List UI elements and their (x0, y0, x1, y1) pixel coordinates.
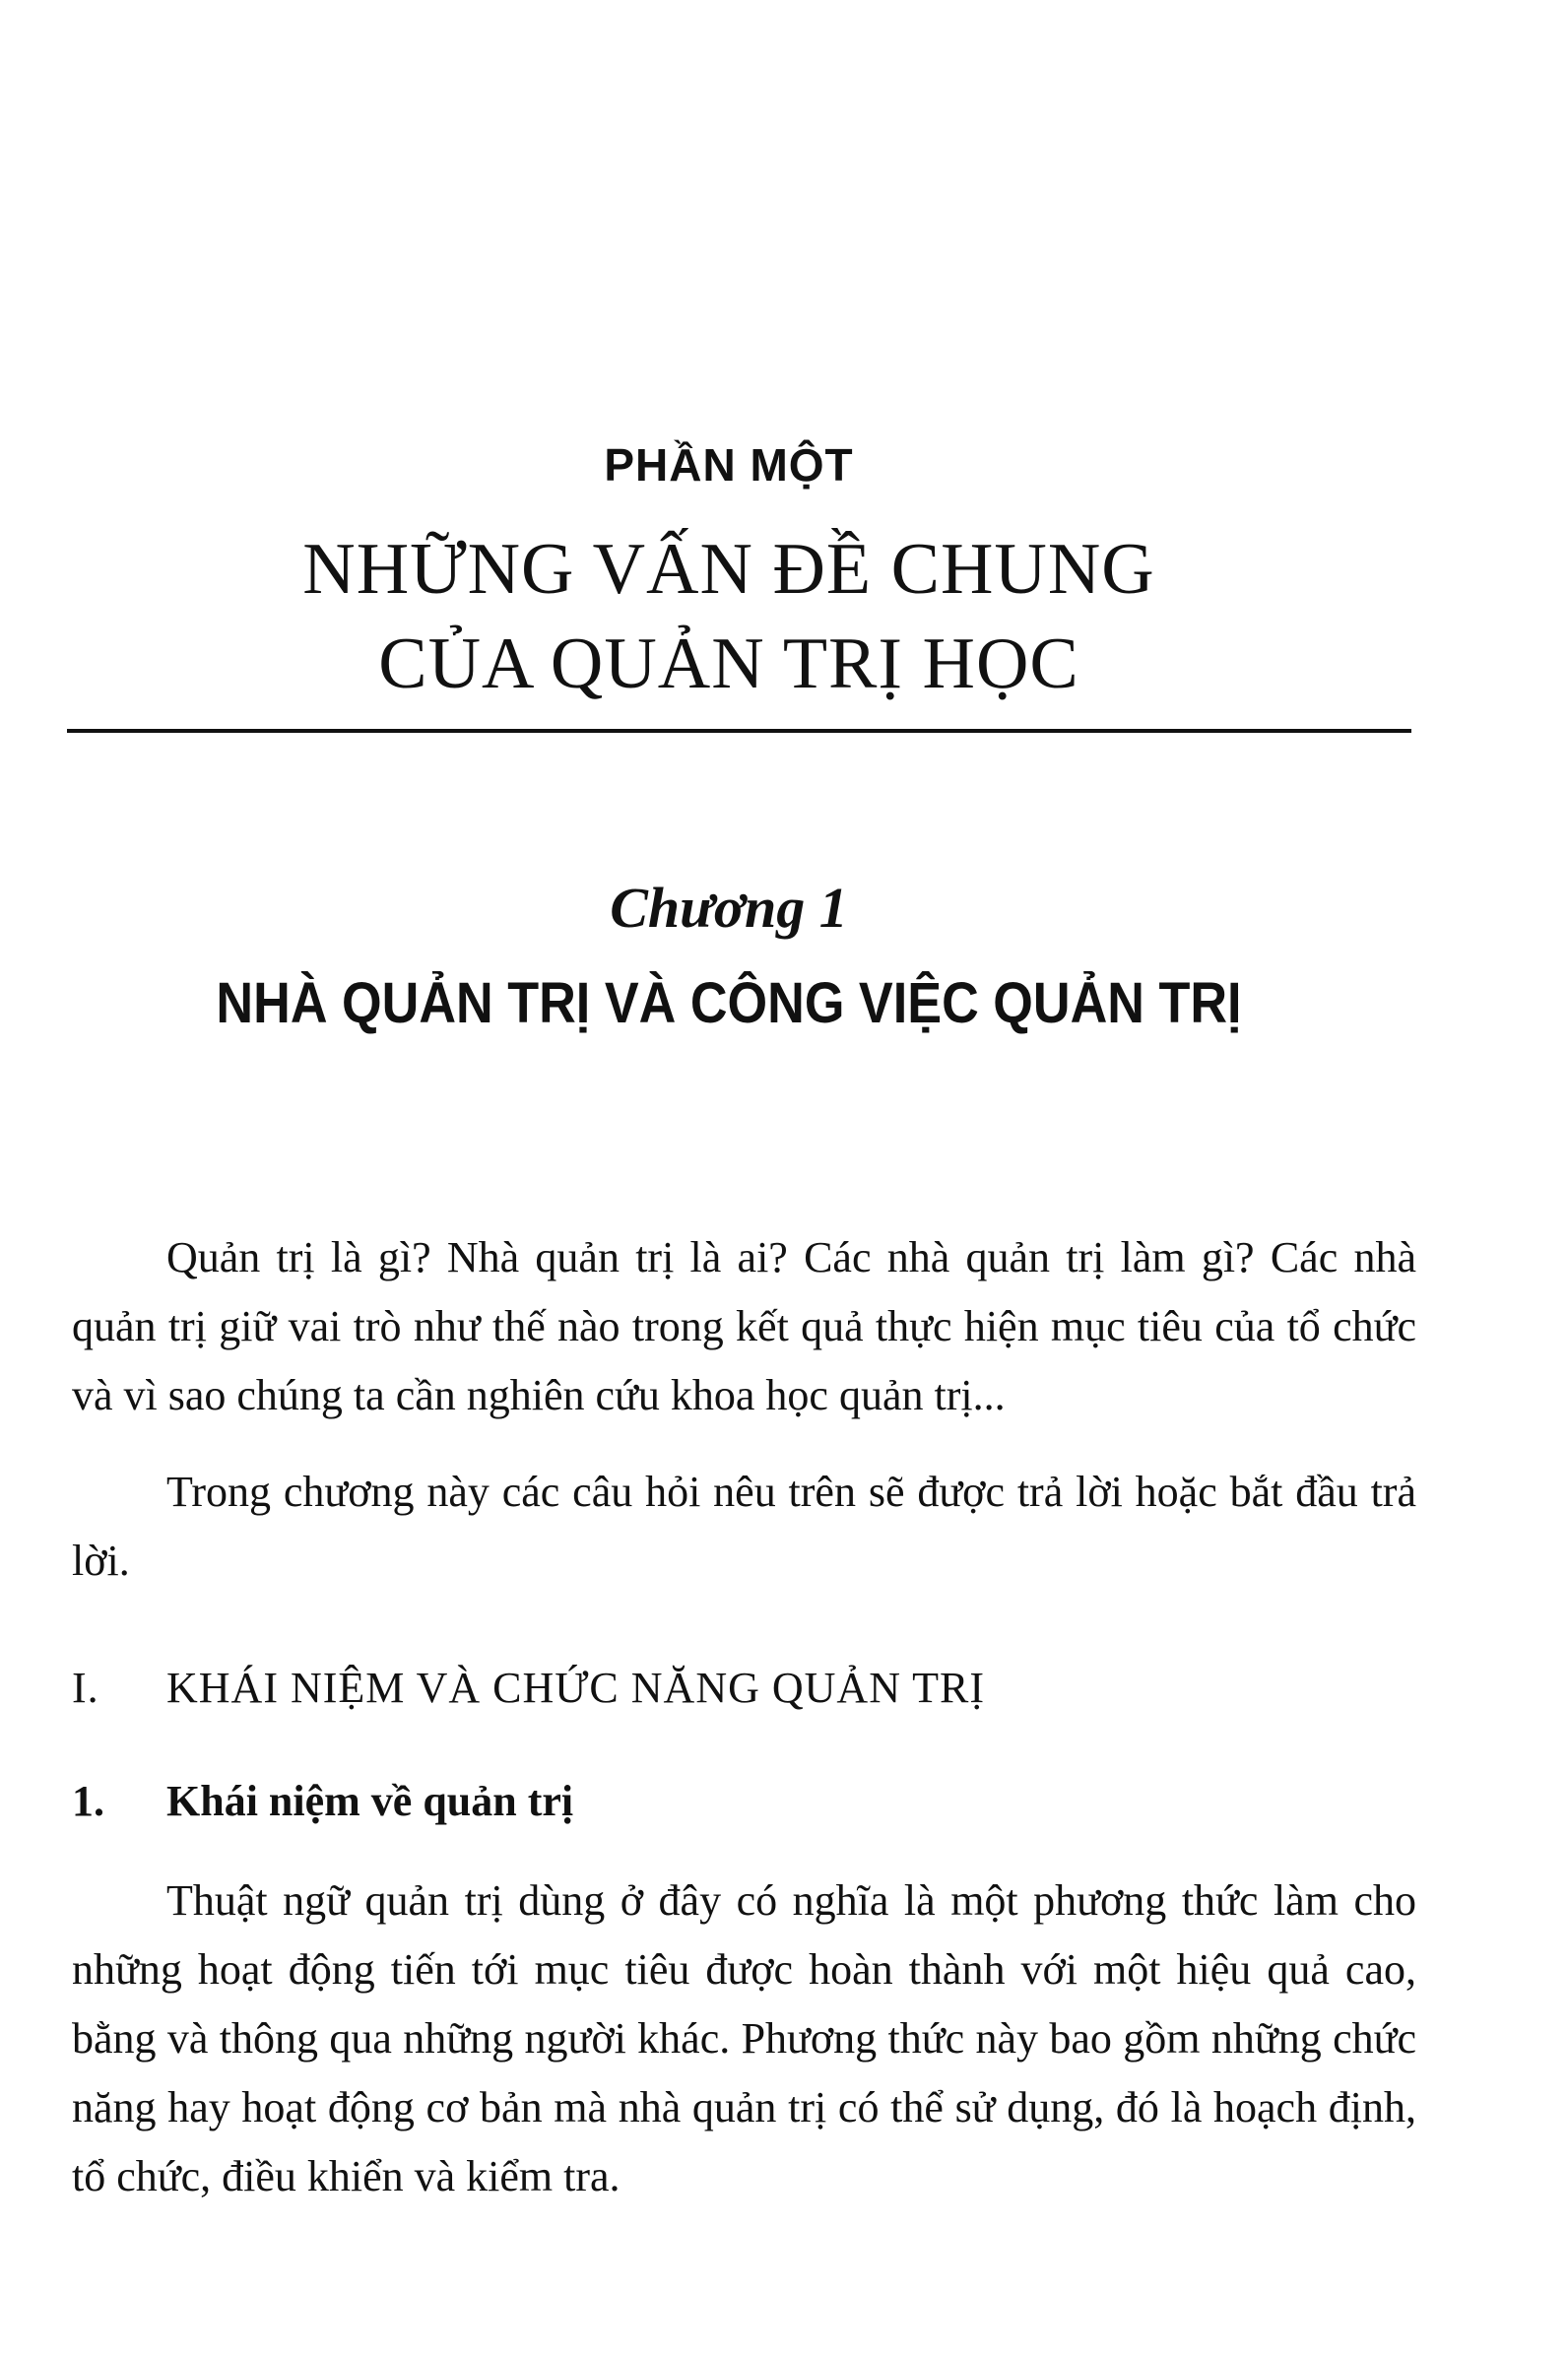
subsection-number: 1. (72, 1777, 104, 1825)
divider-rule (67, 729, 1411, 733)
intro-paragraph-1: Quản trị là gì? Nhà quản trị là ai? Các nhà quản trị làm gì? Các nhà quản trị giữ vai trò như thế nào trong kết quả thực hiện mục tiêu của tổ chức và vì sao chúng ta cần nghiên cứu khoa học quản trị... (72, 1233, 1416, 1419)
part-label: PHẦN MỘT (604, 439, 854, 491)
section-number: I. (72, 1664, 99, 1712)
section-heading (72, 1663, 985, 1713)
part-title-line-1: NHỮNG VẤN ĐỀ CHUNG (302, 529, 1155, 610)
chapter-label: Chương 1 (610, 876, 848, 940)
part-title-line-2: CỦA QUẢN TRỊ HỌC (378, 623, 1079, 704)
subsection-heading (72, 1776, 573, 1826)
subsection-title: Khái niệm về quản trị (166, 1777, 574, 1825)
chapter-title: NHÀ QUẢN TRỊ VÀ CÔNG VIỆC QUẢN TRỊ (216, 971, 1242, 1035)
body-paragraph-1: Thuật ngữ quản trị dùng ở đây có nghĩa là một phương thức làm cho những hoạt động tiến tới mục tiêu được hoàn thành với một hiệu quả cao, bằng và thông qua những người khác. Phương thức này bao gồm những chức năng hay hoạt động cơ bản mà nhà quản trị có thể sử dụng, đó là hoạch định, tổ chức, điều khiển và kiểm tra. (72, 1876, 1416, 2200)
section-title: KHÁI NIỆM VÀ CHỨC NĂNG QUẢN TRỊ (166, 1664, 986, 1712)
intro-paragraph-2: Trong chương này các câu hỏi nêu trên sẽ được trả lời hoặc bắt đầu trả lời. (72, 1468, 1416, 1585)
part-title (0, 522, 1458, 711)
